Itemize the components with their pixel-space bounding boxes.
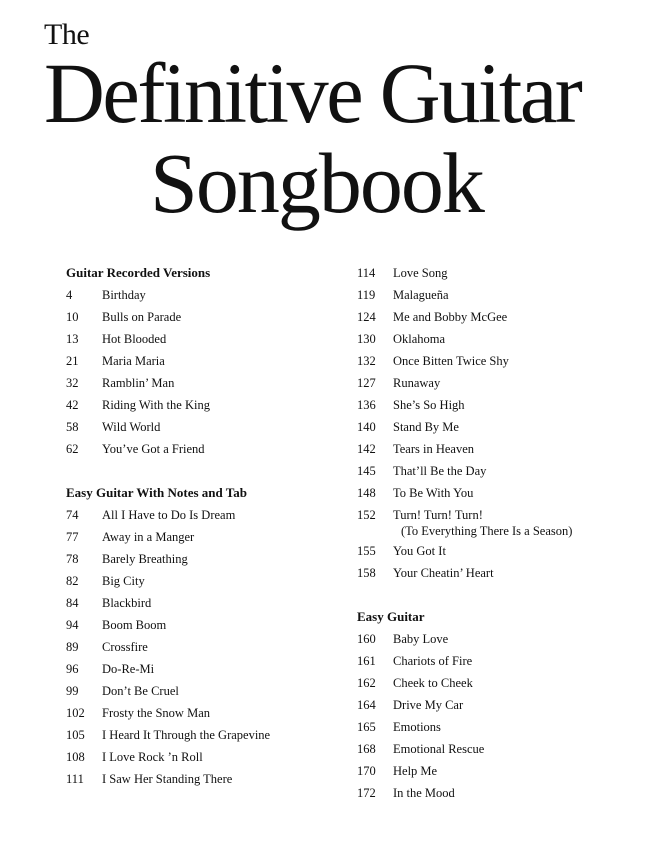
song-entry — [66, 438, 336, 460]
song-title-cell — [102, 548, 188, 570]
song-title: I Saw Her Standing There — [102, 772, 233, 786]
song-entry — [66, 306, 336, 328]
song-entry — [357, 716, 627, 738]
page-number: 124 — [357, 310, 376, 324]
page-number: 32 — [66, 376, 79, 390]
song-title-cell — [102, 526, 194, 548]
song-title: Don’t Be Cruel — [102, 684, 179, 698]
page-number: 152 — [357, 508, 376, 522]
song-title: Away in a Manger — [102, 530, 195, 544]
song-title: To Be With You — [393, 486, 474, 500]
song-title: Boom Boom — [102, 618, 167, 632]
page-number: 84 — [66, 596, 79, 610]
page-number: 62 — [66, 442, 79, 456]
song-title: Your Cheatin’ Heart — [393, 566, 494, 580]
song-title-cell — [393, 262, 448, 284]
song-entry — [66, 504, 336, 526]
song-title: Barely Breathing — [102, 552, 188, 566]
page-number: 164 — [357, 698, 376, 712]
page-number: 58 — [66, 420, 79, 434]
song-title-cell — [102, 724, 270, 746]
page-number: 13 — [66, 332, 79, 346]
song-title-cell — [393, 504, 572, 540]
song-title-cell — [102, 680, 179, 702]
song-title-cell — [393, 782, 455, 804]
song-entry — [66, 658, 336, 680]
song-title-cell — [102, 702, 210, 724]
page-number: 172 — [357, 786, 376, 800]
song-title-cell — [393, 416, 459, 438]
song-entry — [357, 738, 627, 760]
page-number: 168 — [357, 742, 376, 756]
page-number: 119 — [357, 288, 376, 302]
section-gap — [357, 584, 627, 606]
song-title-cell — [102, 438, 205, 460]
song-entry — [357, 694, 627, 716]
song-title-cell — [393, 482, 473, 504]
song-title: Stand By Me — [393, 420, 459, 434]
song-title-cell — [393, 562, 494, 584]
song-title-cell — [102, 328, 166, 350]
song-title-cell — [393, 650, 472, 672]
song-title-cell — [393, 328, 445, 350]
song-title-cell — [102, 768, 232, 790]
page-number: 21 — [66, 354, 79, 368]
song-subtitle: (To Everything There Is a Season) — [401, 524, 573, 538]
song-title: Drive My Car — [393, 698, 464, 712]
page-number: 170 — [357, 764, 376, 778]
song-title: I Heard It Through the Grapevine — [102, 728, 271, 742]
song-entry — [66, 636, 336, 658]
song-title-cell — [102, 394, 210, 416]
song-entry — [357, 760, 627, 782]
page-number: 10 — [66, 310, 79, 324]
page-number: 4 — [66, 288, 73, 302]
song-title: Wild World — [102, 420, 161, 434]
section-recorded-versions — [66, 262, 336, 460]
song-title: Turn! Turn! Turn! — [393, 508, 483, 522]
page-number: 111 — [66, 772, 84, 786]
section-notes-and-tab — [66, 482, 336, 790]
page-number: 82 — [66, 574, 79, 588]
page-number: 114 — [357, 266, 376, 280]
song-title: Emotional Rescue — [393, 742, 485, 756]
song-entry — [357, 482, 627, 504]
song-title: You’ve Got a Friend — [102, 442, 205, 456]
page-number: 130 — [357, 332, 376, 346]
page-number: 127 — [357, 376, 376, 390]
song-title: I Love Rock ’n Roll — [102, 750, 203, 764]
song-title: Tears in Heaven — [393, 442, 475, 456]
contents-right-column — [357, 262, 627, 804]
song-title-cell — [393, 350, 509, 372]
page-number: 165 — [357, 720, 376, 734]
song-list — [66, 284, 336, 460]
page-number: 74 — [66, 508, 79, 522]
song-title: Hot Blooded — [102, 332, 167, 346]
song-entry — [357, 460, 627, 482]
song-title: Love Song — [393, 266, 448, 280]
song-entry — [66, 526, 336, 548]
page-number: 96 — [66, 662, 79, 676]
song-title: Riding With the King — [102, 398, 210, 412]
song-title-cell — [102, 658, 154, 680]
song-entry — [357, 350, 627, 372]
page-number: 140 — [357, 420, 376, 434]
song-entry — [357, 284, 627, 306]
song-entry — [357, 562, 627, 584]
page-number: 105 — [66, 728, 85, 742]
page-number: 136 — [357, 398, 376, 412]
song-entry — [357, 782, 627, 804]
song-entry — [66, 394, 336, 416]
page-number: 77 — [66, 530, 79, 544]
song-entry — [357, 650, 627, 672]
song-title-cell — [102, 350, 165, 372]
song-title: Malagueña — [393, 288, 449, 302]
song-title-cell — [102, 416, 160, 438]
title-songbook: Songbook — [150, 135, 483, 231]
song-entry — [66, 570, 336, 592]
section-heading: Easy Guitar With Notes and Tab — [66, 485, 247, 500]
page-number: 78 — [66, 552, 79, 566]
song-title-cell — [393, 628, 448, 650]
song-title-cell — [393, 716, 441, 738]
song-title: Crossfire — [102, 640, 148, 654]
song-title: Me and Bobby McGee — [393, 310, 508, 324]
song-list — [66, 504, 336, 790]
song-entry — [357, 306, 627, 328]
page-number: 102 — [66, 706, 85, 720]
section-heading: Guitar Recorded Versions — [66, 265, 211, 280]
song-entry — [66, 416, 336, 438]
song-title-cell — [102, 284, 146, 306]
song-title: Frosty the Snow Man — [102, 706, 210, 720]
song-title: All I Have to Do Is Dream — [102, 508, 236, 522]
page-number: 42 — [66, 398, 79, 412]
song-title-cell — [393, 672, 473, 694]
page-number: 155 — [357, 544, 376, 558]
song-title-cell — [393, 306, 507, 328]
song-title-cell — [393, 284, 449, 306]
song-entry — [357, 372, 627, 394]
song-entry — [66, 724, 336, 746]
page-number: 99 — [66, 684, 79, 698]
book-title — [0, 0, 648, 250]
song-title: Big City — [102, 574, 145, 588]
song-entry — [66, 372, 336, 394]
song-entry — [66, 768, 336, 790]
song-title: She’s So High — [393, 398, 465, 412]
page-number: 132 — [357, 354, 376, 368]
title-definitive-guitar: Definitive Guitar — [44, 45, 581, 141]
page-number: 108 — [66, 750, 85, 764]
song-entry — [66, 680, 336, 702]
song-title-cell — [393, 372, 440, 394]
song-title: Bulls on Parade — [102, 310, 182, 324]
song-entry — [357, 504, 627, 540]
song-title: Do-Re-Mi — [102, 662, 155, 676]
song-title: Baby Love — [393, 632, 449, 646]
title-the: The — [44, 18, 90, 51]
song-title-cell — [393, 694, 463, 716]
song-entry — [357, 262, 627, 284]
song-title-cell — [102, 592, 151, 614]
song-title-cell — [102, 504, 235, 526]
song-title: Maria Maria — [102, 354, 165, 368]
song-title-cell — [102, 306, 181, 328]
page-number: 89 — [66, 640, 79, 654]
song-entry — [66, 350, 336, 372]
song-entry — [66, 328, 336, 350]
song-entry — [357, 438, 627, 460]
song-entry — [66, 746, 336, 768]
song-title: Once Bitten Twice Shy — [393, 354, 509, 368]
song-list — [357, 628, 627, 804]
song-title: Runaway — [393, 376, 441, 390]
song-title-cell — [102, 636, 148, 658]
song-title: In the Mood — [393, 786, 455, 800]
contents-left-column — [66, 262, 336, 790]
song-title: Birthday — [102, 288, 146, 302]
page-number: 158 — [357, 566, 376, 580]
song-entry — [357, 672, 627, 694]
song-title: Chariots of Fire — [393, 654, 473, 668]
song-entry — [357, 328, 627, 350]
song-title: Ramblin’ Man — [102, 376, 175, 390]
page-number: 161 — [357, 654, 376, 668]
song-entry — [357, 416, 627, 438]
song-entry — [66, 702, 336, 724]
song-title-cell — [393, 394, 465, 416]
page-number: 160 — [357, 632, 376, 646]
section-gap — [66, 460, 336, 482]
section-easy-guitar — [357, 606, 627, 804]
song-title-cell — [393, 738, 484, 760]
song-title: That’ll Be the Day — [393, 464, 487, 478]
song-title: Oklahoma — [393, 332, 446, 346]
song-title: Emotions — [393, 720, 441, 734]
song-title-cell — [393, 760, 437, 782]
song-title-cell — [393, 438, 474, 460]
song-title-cell — [102, 614, 166, 636]
page-number: 142 — [357, 442, 376, 456]
page-number: 94 — [66, 618, 79, 632]
song-entry — [357, 540, 627, 562]
page-number: 162 — [357, 676, 376, 690]
song-title-cell — [393, 460, 486, 482]
song-entry — [66, 592, 336, 614]
song-entry — [66, 284, 336, 306]
song-title-cell — [102, 570, 145, 592]
song-title-cell — [102, 746, 203, 768]
song-entry — [66, 614, 336, 636]
page-number: 148 — [357, 486, 376, 500]
song-list — [357, 262, 627, 584]
song-title: Cheek to Cheek — [393, 676, 473, 690]
song-entry — [66, 548, 336, 570]
song-title-cell — [102, 372, 174, 394]
song-entry — [357, 628, 627, 650]
song-title: Blackbird — [102, 596, 152, 610]
song-entry — [357, 394, 627, 416]
section-heading: Easy Guitar — [357, 609, 425, 624]
page-number: 145 — [357, 464, 376, 478]
song-title: Help Me — [393, 764, 438, 778]
song-title-cell — [393, 540, 446, 562]
song-title: You Got It — [393, 544, 446, 558]
